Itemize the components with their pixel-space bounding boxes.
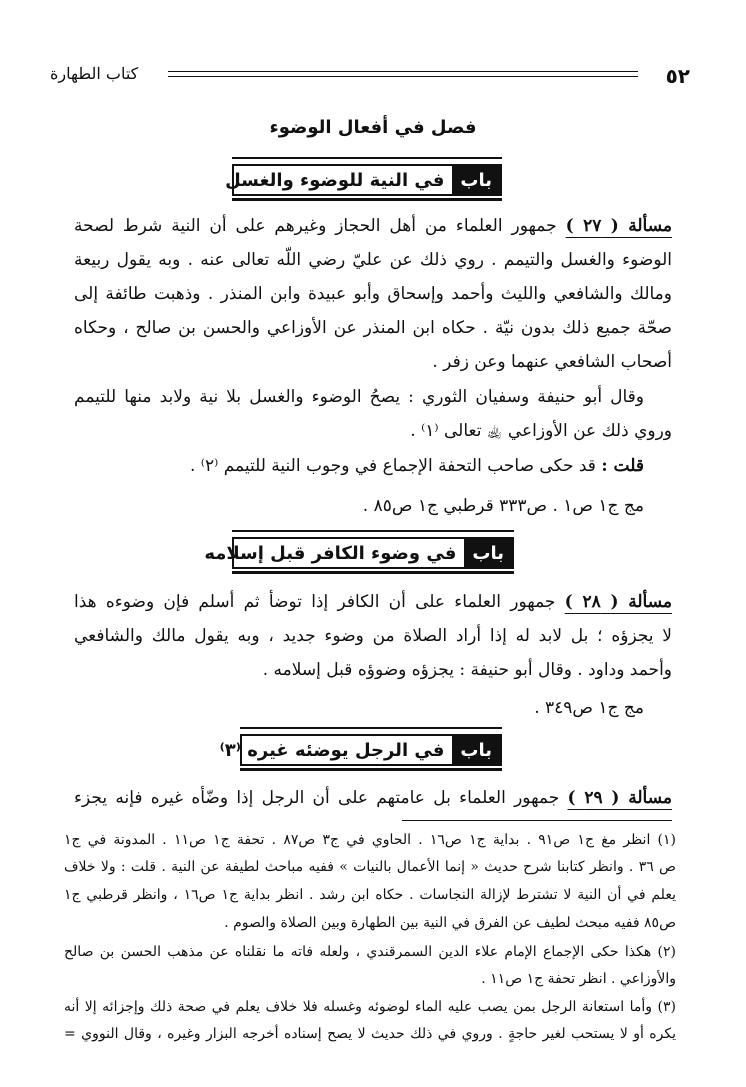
masala-27-line-1: مسألة ( ٢٧ ) جمهور العلماء من أهل الحجاز وغيرهم على أن النية شرط لصحة	[74, 216, 672, 236]
masala-28-reference: مج ج١ ص٣٤٩ .	[534, 698, 644, 718]
masala-28-line-2: لا يجزؤه ؛ بل لابد له إذا أراد الصلاة من وضوء جديد ، وبه يقول مالك والشافعي	[74, 626, 672, 646]
chapter-underline	[240, 768, 502, 771]
chapter-rule	[232, 530, 514, 532]
footnote-line: يعلم في أن النية لا تشترط لإزالة النجاسات . حكاه ابن رشد . انظر بداية ج١ ص١٦ ، وانظر قرطبي ج١	[64, 887, 676, 903]
chapter-heading-assisted-ablution	[0, 727, 746, 775]
masala-27-para2-line-2: وروي ذلك عن الأوزاعي ﵀ تعالى ⁽١⁾ .	[410, 421, 672, 441]
chapter-label: باب	[452, 166, 500, 194]
masala-27-para2-line-1: وقال أبو حنيفة وسفيان الثوري : يصحُ الوضوء والغسل بلا نية ولابد منها للتيمم	[74, 387, 644, 407]
footnote-line: (٣) وأما استعانة الرجل بمن يصب عليه الماء لوضوئه وغسله فلا خلاف يعلم في صحة ذلك وإجزائه إلا أنه	[64, 999, 676, 1015]
qult-label: قلت :	[601, 456, 644, 476]
section-title: فصل في أفعال الوضوء	[269, 117, 477, 138]
chapter-underline	[232, 571, 514, 574]
chapter-heading-disbeliever	[0, 530, 746, 578]
chapter-title: في النية للوضوء والغسل	[225, 169, 445, 191]
masala-27-reference: مج ج١ ص١ . ص٣٣٣ قرطبي ج١ ص٨٥ .	[362, 496, 644, 516]
masala-27-line-3: ومالك والشافعي والليث وأحمد وإسحاق وأبو عبيدة وابن المنذر . وذهبت طائفة إلى	[74, 284, 672, 304]
masala-28-line-1: مسألة ( ٢٨ ) جمهور العلماء على أن الكافر إذا توضأ ثم أسلم فإن وضوءه هذا	[74, 592, 672, 612]
chapter-box	[225, 164, 502, 196]
masala-29-label: مسألة ( ٢٩ )	[567, 788, 672, 808]
book-title: كتاب الطهارة	[50, 64, 139, 83]
chapter-box	[204, 537, 514, 569]
qult-note: قلت : قد حكى صاحب التحفة الإجماع في وجوب النية للتيمم ⁽٢⁾ .	[189, 456, 644, 476]
masala-27-line-5: أصحاب الشافعي عنهما وعن زفر .	[432, 352, 672, 372]
header-double-rule	[168, 71, 638, 77]
footnote-line: يكره أو لا يستحب لغير حاجةٍ . وروي في ذلك حديث لا يصح إسناده أخرجه البزار وغيره ، وقال النووي =	[64, 1026, 676, 1042]
chapter-title: في وضوء الكافر قبل إسلامه	[204, 542, 457, 564]
masala-28-line-3: وأحمد وداود . وقال أبو حنيفة : يجزؤه وضوؤه قبل إسلامه .	[262, 660, 672, 680]
footnote-line: (١) انظر مغ ج١ ص٩١ . بداية ج١ ص١٦ . الحاوي في ج٣ ص٨٧ . تحفة ج١ ص١١ . المدونة في ج١	[64, 832, 677, 848]
footnote-line: ص٨٥ ففيه مبحث لطيف عن الفرق في النية بين الطهارة وبين الصلاة والصوم .	[224, 915, 676, 931]
masala-27-line-2: الوضوء والغسل والتيمم . روي ذلك عن عليّ رضي اللّه تعالى عنه . وبه يقول ربيعة	[74, 250, 672, 270]
chapter-label: باب	[452, 736, 500, 764]
masala-28-label: مسألة ( ٢٨ )	[564, 592, 672, 612]
running-head	[50, 62, 690, 92]
chapter-underline	[232, 198, 502, 201]
chapter-box	[219, 734, 502, 766]
chapter-rule	[232, 157, 502, 159]
footnote-line: ص ٣٦ . وانظر كتابنا شرح حديث « إنما الأعمال بالنيات » ففيه مباحث لطيفة عن النية . قلت : ولا خلاف	[64, 859, 676, 875]
footnote-separator	[402, 820, 672, 821]
chapter-title: في الرجل يوضئه غيره ⁽٣⁾	[219, 739, 445, 761]
page-number: ٥٢	[665, 64, 690, 88]
masala-27-label: مسألة ( ٢٧ )	[565, 216, 672, 236]
masala-29-line-1: مسألة ( ٢٩ ) جمهور العلماء بل عامتهم على أن الرجل إذا وضّأه غيره فإنه يجزء	[74, 788, 672, 808]
chapter-label: باب	[464, 539, 512, 567]
chapter-heading-intention	[0, 157, 746, 205]
chapter-rule	[240, 727, 502, 729]
footnote-line: (٢) هكذا حكى الإجماع الإمام علاء الدين السمرقندي ، ولعله فاته ما نقلناه عن مذهب الحسن بن صالح	[64, 944, 676, 960]
masala-27-line-4: صحّة جميع ذلك بدون نيّة . حكاه ابن المنذر عن الأوزاعي والحسن بن صالح ، وحكاه	[74, 318, 672, 338]
footnote-line: والأوزاعي . انظر تحفة ج١ ص١١ .	[481, 971, 676, 987]
